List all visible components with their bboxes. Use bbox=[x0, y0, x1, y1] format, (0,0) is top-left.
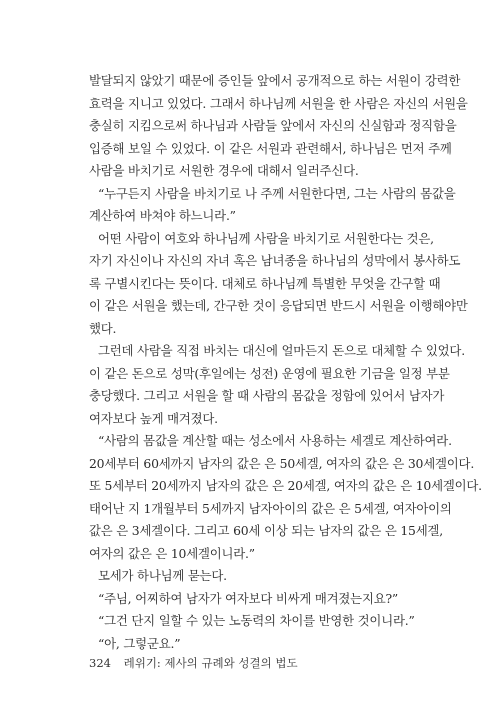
text-line: 입증해 보일 수 있었다. 이 같은 서원과 관련해서, 하나님은 먼저 주께 bbox=[89, 140, 452, 156]
text-line: 모세가 하나님께 묻는다. bbox=[98, 568, 227, 583]
text-line: “아, 그렇군요.” bbox=[98, 635, 181, 651]
running-title: 레위기: 제사의 규례와 성결의 법도 bbox=[123, 656, 298, 670]
text-line: 어떤 사람이 여호와 하나님께 사람을 바치기로 서원한다는 것은, bbox=[98, 230, 434, 246]
text-line: 효력을 지니고 있었다. 그래서 하나님께 서원을 한 사람은 자신의 서원을 bbox=[89, 95, 468, 111]
text-line: 이 같은 돈으로 성막(후일에는 성전) 운영에 필요한 기금을 일정 부분 bbox=[89, 365, 450, 381]
text-line: 충당했다. 그리고 서원을 할 때 사람의 몸값을 정함에 있어서 남자가 bbox=[89, 388, 445, 403]
text-line: 그런데 사람을 직접 바치는 대신에 얼마든지 돈으로 대체할 수 있었다. bbox=[98, 343, 465, 358]
text-line: 했다. bbox=[89, 320, 117, 336]
text-line: 여자보다 높게 매겨졌다. bbox=[89, 410, 218, 426]
text-line: 20세부터 60세까지 남자의 값은 은 50세겔, 여자의 값은 은 30세겔이다. bbox=[89, 455, 475, 471]
text-line: 값은 은 3세겔이다. 그리고 60세 이상 되는 남자의 값은 은 15세겔, bbox=[89, 523, 443, 538]
text-line: 계산하여 바쳐야 하느니라.” bbox=[89, 208, 236, 223]
text-line: “누구든지 사람을 바치기로 나 주께 서원한다면, 그는 사람의 몸값을 bbox=[98, 185, 456, 201]
text-line: 여자의 값은 은 10세겔이니라.” bbox=[89, 545, 255, 561]
text-line: 이 같은 서원을 했는데, 간구한 것이 응답되면 반드시 서원을 이행해야만 bbox=[89, 298, 468, 313]
text-line: 록 구별시킨다는 뜻이다. 대체로 하나님께 특별한 무엇을 간구할 때 bbox=[89, 275, 441, 291]
body-text bbox=[89, 70, 482, 655]
text-line: 또 5세부터 20세까지 남자의 값은 은 20세겔, 여자의 값은 은 10세겔이다. bbox=[89, 478, 482, 493]
text-line: 사람을 바치기로 서원한 경우에 대해서 일러주신다. bbox=[89, 163, 359, 178]
text-line: “그건 단지 일할 수 있는 노동력의 차이를 반영한 것이니라.” bbox=[98, 613, 415, 628]
text-line: 발달되지 않았기 때문에 증인들 앞에서 공개적으로 하는 서원이 강력한 bbox=[89, 73, 461, 88]
page-footer bbox=[89, 655, 298, 671]
page-number: 324 bbox=[89, 656, 111, 670]
text-line: 태어난 지 1개월부터 5세까지 남자아이의 값은 은 5세겔, 여자아이의 bbox=[89, 500, 452, 516]
text-line: “사람의 몸값을 계산할 때는 성소에서 사용하는 세겔로 계산하여라. bbox=[98, 433, 452, 448]
text-line: 충실히 지킴으로써 하나님과 사람들 앞에서 자신의 신실함과 정직함을 bbox=[89, 118, 457, 133]
text-line: 자기 자신이나 자신의 자녀 혹은 남녀종을 하나님의 성막에서 봉사하도 bbox=[89, 253, 461, 268]
text-line: “주님, 어찌하여 남자가 여자보다 비싸게 매겨졌는지요?” bbox=[98, 590, 399, 606]
